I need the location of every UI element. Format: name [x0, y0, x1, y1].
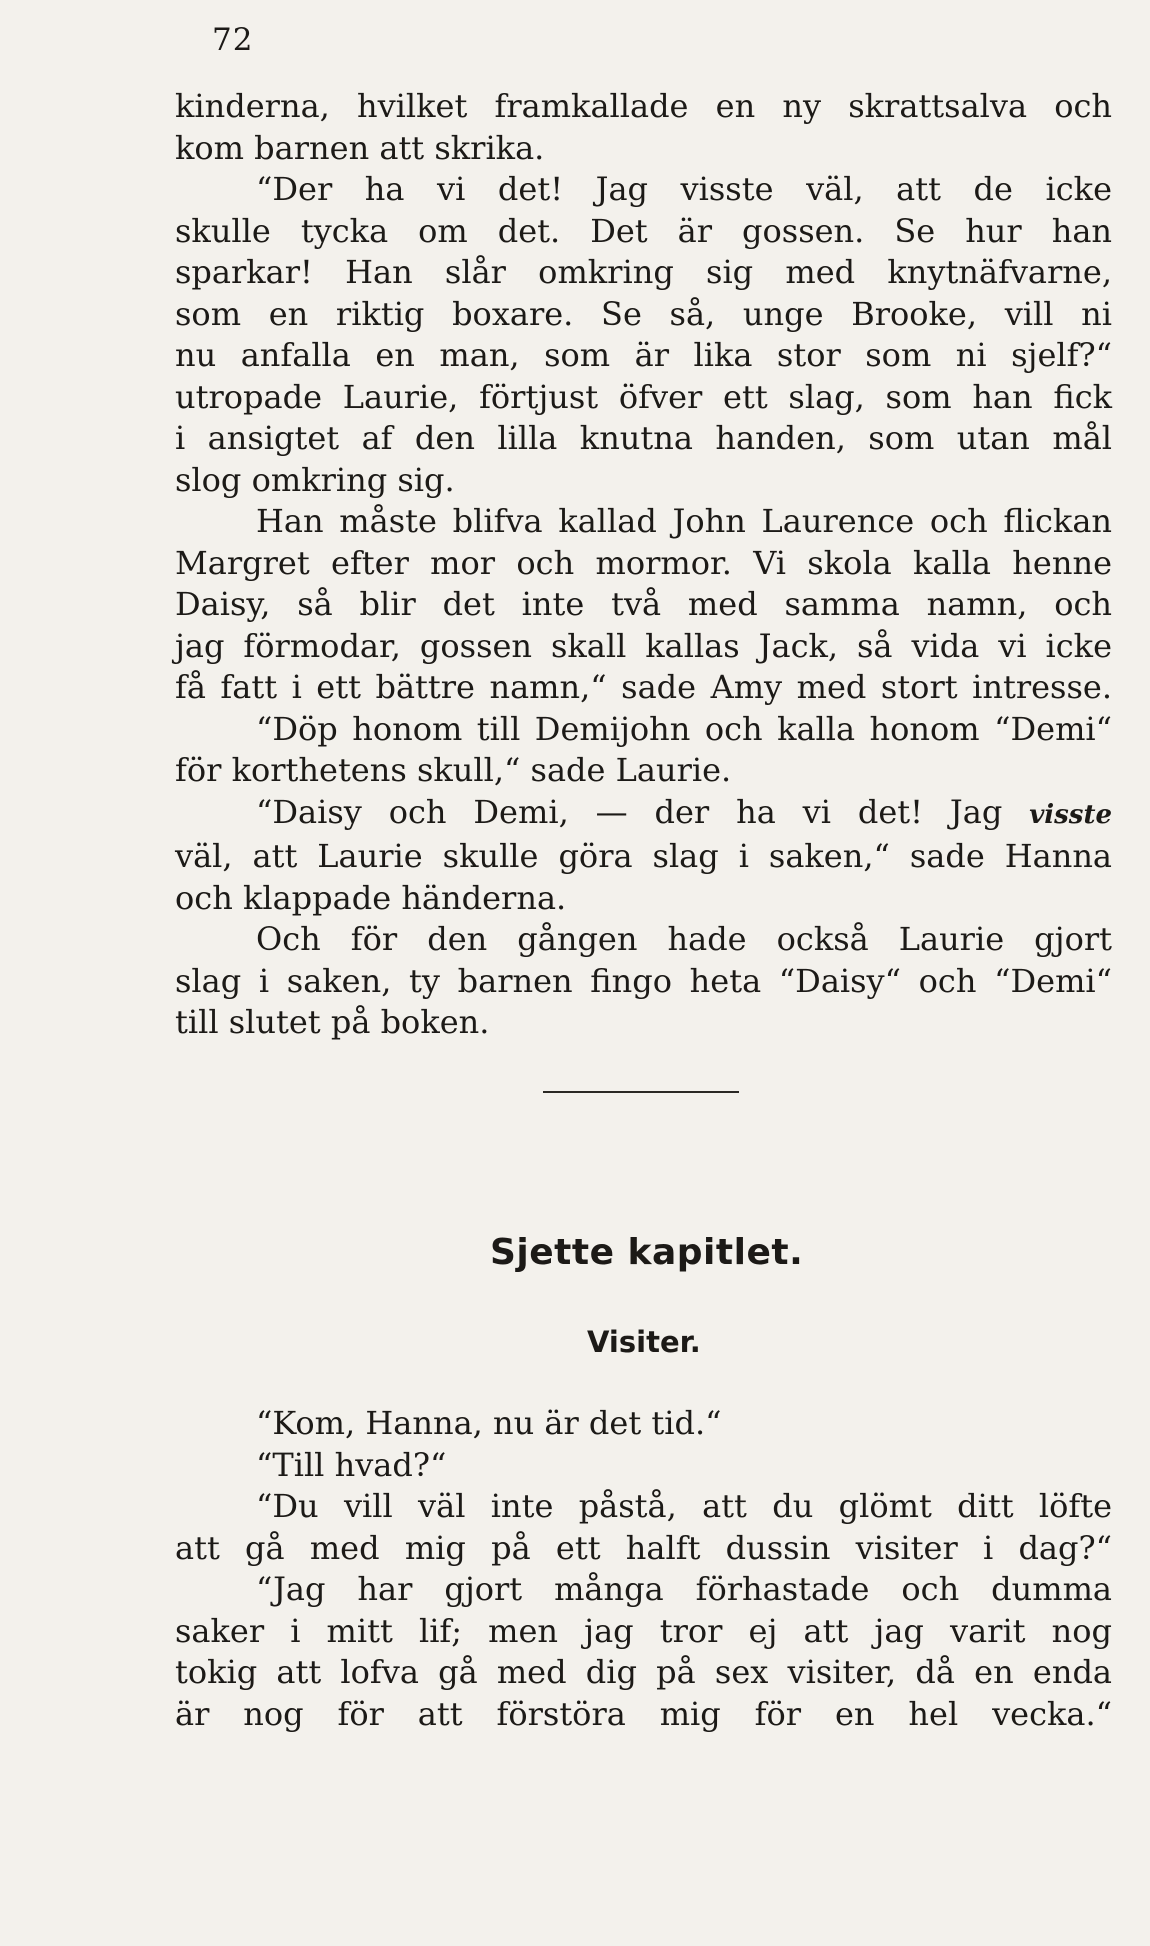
- text-line-with-emphasis: [175, 792, 1112, 837]
- text-line: Margret efter mor och mormor. Vi skola kalla henne: [175, 543, 1112, 582]
- text-line: att gå med mig på ett halft dussin visiter i dag?“: [175, 1528, 1112, 1567]
- body-text-section-1: [175, 86, 1112, 1044]
- text-line: saker i mitt lif; men jag tror ej att jag varit nog: [175, 1611, 1112, 1650]
- text-line: jag förmodar, gossen skall kallas Jack, så vida vi icke: [175, 626, 1112, 665]
- text-line: få fatt i ett bättre namn,“ sade Amy med stort intresse.: [175, 668, 1112, 706]
- text-line: skulle tycka om det. Det är gossen. Se hur han: [175, 211, 1112, 250]
- text-line: sparkar! Han slår omkring sig med knytnäfvarne,: [175, 253, 1112, 291]
- text-line: Och för den gången hade också Laurie gjort: [256, 920, 1112, 958]
- text-line: Han måste blifva kallad John Laurence och flickan: [256, 502, 1112, 540]
- body-text-section-2: [175, 1403, 1112, 1735]
- text-line: väl, att Laurie skulle göra slag i saken,“ sade Hanna: [175, 837, 1112, 875]
- text-line: är nog för att förstöra mig för en hel vecka.“: [175, 1694, 1112, 1733]
- text-line: tokig att lofva gå med dig på sex visiter, då en enda: [175, 1653, 1112, 1691]
- text-line: till slutet på boken.: [175, 1003, 490, 1041]
- emphasized-word: visste: [1029, 799, 1112, 830]
- chapter-title: Sjette kapitlet.: [490, 1232, 804, 1273]
- section-divider: [543, 1091, 739, 1093]
- text-line: och klappade händerna.: [175, 878, 567, 917]
- text-line: “Till hvad?“: [256, 1445, 447, 1484]
- text-line: i ansigtet af den lilla knutna handen, som utan mål: [175, 419, 1112, 457]
- text-line: “Du vill väl inte påstå, att du glömt ditt löfte: [256, 1487, 1112, 1525]
- text-line: “Der ha vi det! Jag visste väl, att de icke: [256, 170, 1112, 208]
- page-number: 72: [212, 22, 254, 58]
- chapter-subtitle: Visiter.: [587, 1325, 701, 1359]
- text-segment: “Daisy och Demi, — der ha vi det! Jag: [256, 792, 1030, 831]
- text-line: “Kom, Hanna, nu är det tid.“: [256, 1404, 722, 1442]
- text-line: slog omkring sig.: [175, 460, 455, 499]
- text-line: “Döp honom till Demijohn och kalla honom “Demi“: [256, 709, 1112, 748]
- text-line: utropade Laurie, förtjust öfver ett slag, som han fick: [175, 377, 1112, 416]
- text-line: som en riktig boxare. Se så, unge Brooke, vill ni: [175, 294, 1112, 333]
- text-line: kom barnen att skrika.: [175, 128, 545, 167]
- text-line: kinderna, hvilket framkallade en ny skrattsalva och: [175, 87, 1112, 125]
- text-line: Daisy, så blir det inte två med samma namn, och: [175, 585, 1112, 623]
- text-line: nu anfalla en man, som är lika stor som ni sjelf?“: [175, 336, 1112, 374]
- text-line: för korthetens skull,“ sade Laurie.: [175, 751, 732, 789]
- text-line: “Jag har gjort många förhastade och dumma: [256, 1570, 1112, 1608]
- text-line: slag i saken, ty barnen fingo heta “Daisy“ och “Demi“: [175, 961, 1112, 1000]
